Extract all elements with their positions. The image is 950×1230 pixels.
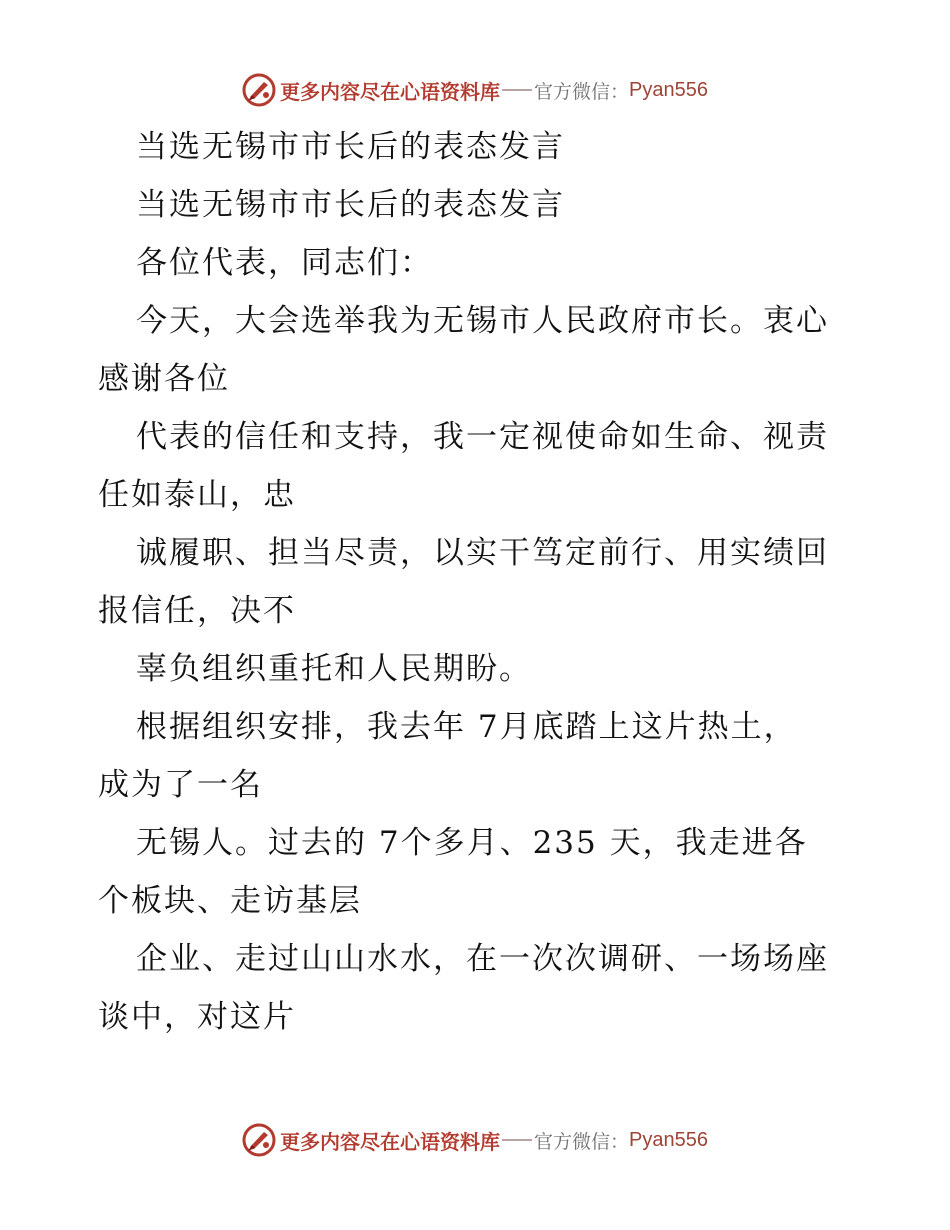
watermark-official-label: 官方微信： bbox=[534, 80, 630, 103]
text-line: 各位代表，同志们： bbox=[136, 245, 433, 281]
footer-watermark bbox=[0, 1120, 950, 1160]
text-line: 无锡人。过去的 7个多月、235 天，我走进各 bbox=[136, 825, 808, 861]
text-line: 今天，大会选举我为无锡市人民政府市长。衷心 bbox=[136, 303, 829, 339]
watermark-wechat-id: Pyan556 bbox=[629, 78, 708, 101]
watermark-brand: 更多内容尽在心语资料库 bbox=[280, 1129, 500, 1154]
watermark-dash bbox=[502, 89, 532, 91]
text-line: 诚履职、担当尽责，以实干笃定前行、用实绩回 bbox=[136, 535, 829, 571]
text-line: 个板块、走访基层 bbox=[98, 883, 362, 919]
text-line: 感谢各位 bbox=[98, 361, 230, 397]
watermark-wechat-id: Pyan556 bbox=[629, 1128, 708, 1151]
watermark-dash bbox=[502, 1139, 532, 1141]
watermark-brand: 更多内容尽在心语资料库 bbox=[280, 79, 500, 104]
quill-pen-logo-icon bbox=[242, 73, 276, 107]
watermark-official-label: 官方微信： bbox=[534, 1130, 630, 1153]
text-line: 报信任，决不 bbox=[98, 593, 296, 629]
header-watermark bbox=[0, 70, 950, 110]
text-line: 辜负组织重托和人民期盼。 bbox=[136, 651, 532, 687]
text-line: 谈中，对这片 bbox=[98, 999, 296, 1035]
document-body bbox=[98, 118, 858, 1046]
text-line: 企业、走过山山水水，在一次次调研、一场场座 bbox=[136, 941, 829, 977]
text-line: 当选无锡市市长后的表态发言 bbox=[136, 187, 565, 223]
quill-pen-logo-icon bbox=[242, 1123, 276, 1157]
text-line: 根据组织安排，我去年 7月底踏上这片热土， bbox=[136, 709, 797, 745]
text-line: 任如泰山，忠 bbox=[98, 477, 296, 513]
text-line: 成为了一名 bbox=[98, 767, 263, 803]
text-line: 代表的信任和支持，我一定视使命如生命、视责 bbox=[136, 419, 829, 455]
text-line: 当选无锡市市长后的表态发言 bbox=[136, 129, 565, 165]
